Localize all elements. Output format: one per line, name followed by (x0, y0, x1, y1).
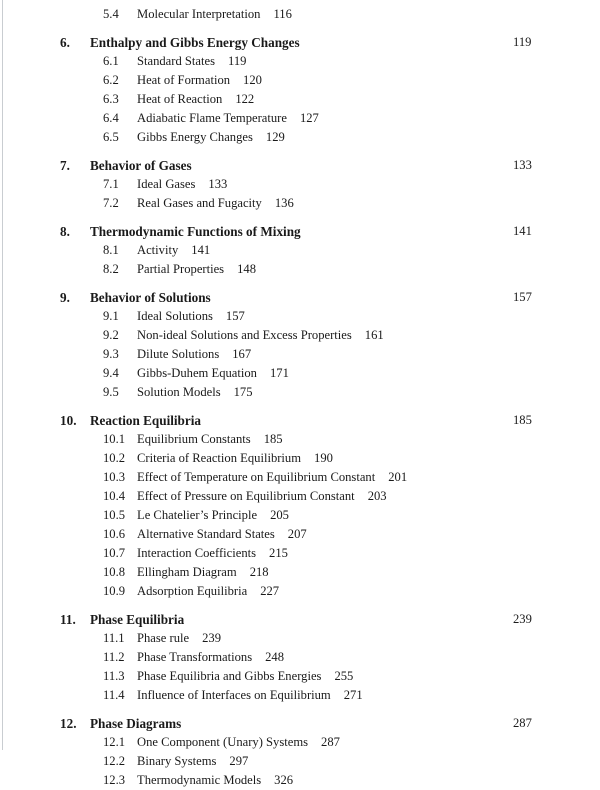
toc-section-row[interactable] (0, 52, 600, 71)
section-number: 9.5 (103, 385, 119, 399)
section-page-number: 120 (243, 73, 262, 87)
chapter-page-number: 287 (513, 716, 532, 730)
toc-chapter-row[interactable] (0, 156, 600, 175)
section-number: 9.1 (103, 309, 119, 323)
chapter-title: Reaction Equilibria (90, 413, 202, 428)
section-title: Heat of Reaction (137, 92, 223, 106)
toc-section-row[interactable] (0, 430, 600, 449)
section-page-number: 161 (364, 328, 384, 342)
section-title: Thermodynamic Models (137, 773, 262, 787)
toc-section-row[interactable] (0, 5, 600, 24)
chapter-number: 10. (60, 413, 77, 428)
section-page-number: 239 (202, 631, 221, 645)
section-number: 10.5 (103, 508, 126, 522)
section-page-number: 207 (287, 527, 307, 541)
toc-section-row[interactable] (0, 364, 600, 383)
chapter-page-number: 133 (513, 158, 532, 172)
toc-section-row[interactable] (0, 241, 600, 260)
section-number: 10.8 (103, 565, 126, 579)
section-number: 11.3 (103, 669, 125, 683)
toc-chapter-row[interactable] (0, 411, 600, 430)
section-page-number: 167 (232, 347, 252, 361)
toc-section-row[interactable] (0, 487, 600, 506)
section-page-number: 141 (191, 243, 211, 257)
section-title: Binary Systems (137, 754, 217, 768)
section-title: Gibbs-Duhem Equation (137, 366, 257, 380)
chapter-page-number: 141 (513, 224, 532, 238)
chapter-number: 6. (60, 35, 70, 50)
chapter-number: 12. (60, 716, 77, 731)
section-page-number: 287 (321, 735, 340, 749)
section-title: Interaction Coefficients (137, 546, 257, 560)
chapter-page-number: 239 (513, 612, 532, 626)
section-title: Heat of Formation (137, 73, 231, 87)
section-number: 10.9 (103, 584, 126, 598)
section-title: Alternative Standard States (137, 527, 275, 541)
section-page-number: 127 (299, 111, 319, 125)
section-page-number: 190 (314, 451, 333, 465)
toc-section-row[interactable] (0, 345, 600, 364)
section-page-number: 133 (208, 177, 228, 191)
chapter-page-number: 157 (513, 290, 532, 304)
toc-chapter-row[interactable] (0, 610, 600, 629)
section-number: 10.2 (103, 451, 126, 465)
section-title: One Component (Unary) Systems (137, 735, 309, 749)
section-page-number: 157 (225, 309, 245, 323)
section-number: 10.6 (103, 527, 126, 541)
section-title: Effect of Temperature on Equilibrium Constant (137, 470, 376, 484)
section-title: Activity (137, 243, 179, 257)
toc-section-row[interactable] (0, 71, 600, 90)
section-number: 12.1 (103, 735, 126, 749)
section-title: Le Chatelier’s Principle (137, 508, 258, 522)
section-page-number: 175 (233, 385, 253, 399)
section-title: Standard States (137, 54, 215, 68)
toc-section-row[interactable] (0, 629, 600, 648)
section-page-number: 218 (249, 565, 269, 579)
toc-chapter-row[interactable] (0, 33, 600, 52)
section-title: Gibbs Energy Changes (137, 130, 253, 144)
toc-section-row[interactable] (0, 326, 600, 345)
section-title: Non-ideal Solutions and Excess Properties (137, 328, 352, 342)
section-number: 8.2 (103, 262, 119, 276)
chapter-number: 11. (60, 612, 76, 627)
section-number: 10.7 (103, 546, 126, 560)
section-number: 10.3 (103, 470, 126, 484)
chapter-number: 9. (60, 290, 70, 305)
toc-section-row[interactable] (0, 449, 600, 468)
chapter-page-number: 119 (513, 35, 532, 49)
section-page-number: 148 (237, 262, 256, 276)
toc-chapter-row[interactable] (0, 714, 600, 733)
chapter-title: Phase Equilibria (90, 612, 185, 627)
section-title: Phase Transformations (137, 650, 253, 664)
section-number: 8.1 (103, 243, 119, 257)
section-title: Adiabatic Flame Temperature (137, 111, 287, 125)
section-title: Dilute Solutions (137, 347, 220, 361)
section-page-number: 136 (274, 196, 294, 210)
section-title: Real Gases and Fugacity (137, 196, 262, 210)
section-title: Partial Properties (137, 262, 225, 276)
toc-section-row[interactable] (0, 506, 600, 525)
section-page-number: 271 (343, 688, 363, 702)
section-title: Solution Models (137, 385, 221, 399)
section-number: 10.1 (103, 432, 126, 446)
section-title: Ideal Gases (137, 177, 196, 191)
section-number: 12.3 (103, 773, 126, 787)
section-title: Effect of Pressure on Equilibrium Constant (137, 489, 355, 503)
section-title: Criteria of Reaction Equilibrium (137, 451, 302, 465)
toc-chapter-row[interactable] (0, 222, 600, 241)
toc-section-row[interactable] (0, 752, 600, 771)
section-title: Phase rule (137, 631, 190, 645)
toc-section-row[interactable] (0, 175, 600, 194)
section-number: 9.3 (103, 347, 119, 361)
section-page-number: 185 (263, 432, 283, 446)
section-number: 11.2 (103, 650, 125, 664)
section-number: 12.2 (103, 754, 126, 768)
section-page-number: 203 (367, 489, 387, 503)
chapter-number: 8. (60, 224, 70, 239)
toc-section-row[interactable] (0, 109, 600, 128)
section-number: 11.1 (103, 631, 125, 645)
section-page-number: 326 (274, 773, 294, 787)
chapter-title: Enthalpy and Gibbs Energy Changes (90, 35, 300, 50)
toc-section-row[interactable] (0, 260, 600, 279)
chapter-title: Behavior of Gases (90, 158, 192, 173)
section-title: Influence of Interfaces on Equilibrium (137, 688, 331, 702)
toc-section-row[interactable] (0, 383, 600, 402)
toc-chapter-row[interactable] (0, 288, 600, 307)
section-page-number: 119 (228, 54, 247, 68)
toc-section-row[interactable] (0, 128, 600, 147)
section-number: 11.4 (103, 688, 125, 702)
chapter-title: Thermodynamic Functions of Mixing (90, 224, 301, 239)
toc-section-row[interactable] (0, 648, 600, 667)
section-number: 7.2 (103, 196, 119, 210)
section-title: Phase Equilibria and Gibbs Energies (137, 669, 322, 683)
section-number: 9.4 (103, 366, 119, 380)
section-number: 9.2 (103, 328, 119, 342)
section-title: Ideal Solutions (137, 309, 213, 323)
section-page-number: 227 (260, 584, 280, 598)
section-page-number: 255 (334, 669, 354, 683)
toc-section-row[interactable] (0, 582, 600, 601)
section-title: Equilibrium Constants (137, 432, 251, 446)
section-number: 6.3 (103, 92, 119, 106)
toc-section-row[interactable] (0, 686, 600, 705)
section-page-number: 297 (229, 754, 249, 768)
toc-section-row[interactable] (0, 733, 600, 752)
toc-section-row[interactable] (0, 563, 600, 582)
section-title: Molecular Interpretation (137, 7, 261, 21)
toc-section-row[interactable] (0, 525, 600, 544)
section-page-number: 129 (265, 130, 285, 144)
toc-section-row[interactable] (0, 771, 600, 790)
toc-section-row[interactable] (0, 468, 600, 487)
section-number: 6.2 (103, 73, 119, 87)
toc-section-row[interactable] (0, 90, 600, 109)
chapter-page-number: 185 (513, 413, 532, 427)
chapter-title: Phase Diagrams (90, 716, 182, 731)
section-page-number: 215 (269, 546, 288, 560)
section-page-number: 171 (269, 366, 289, 380)
section-page-number: 116 (273, 7, 292, 21)
section-number: 6.1 (103, 54, 119, 68)
section-title: Ellingham Diagram (137, 565, 237, 579)
toc-section-row[interactable] (0, 667, 600, 686)
section-number: 7.1 (103, 177, 119, 191)
section-title: Adsorption Equilibria (137, 584, 248, 598)
section-number: 10.4 (103, 489, 126, 503)
toc-section-row[interactable] (0, 194, 600, 213)
section-page-number: 201 (388, 470, 408, 484)
section-page-number: 122 (235, 92, 255, 106)
chapter-title: Behavior of Solutions (90, 290, 211, 305)
toc-section-row[interactable] (0, 307, 600, 326)
section-number: 5.4 (103, 7, 119, 21)
section-number: 6.5 (103, 130, 119, 144)
section-page-number: 205 (270, 508, 289, 522)
toc-section-row[interactable] (0, 544, 600, 563)
section-page-number: 248 (265, 650, 284, 664)
section-number: 6.4 (103, 111, 119, 125)
chapter-number: 7. (60, 158, 70, 173)
